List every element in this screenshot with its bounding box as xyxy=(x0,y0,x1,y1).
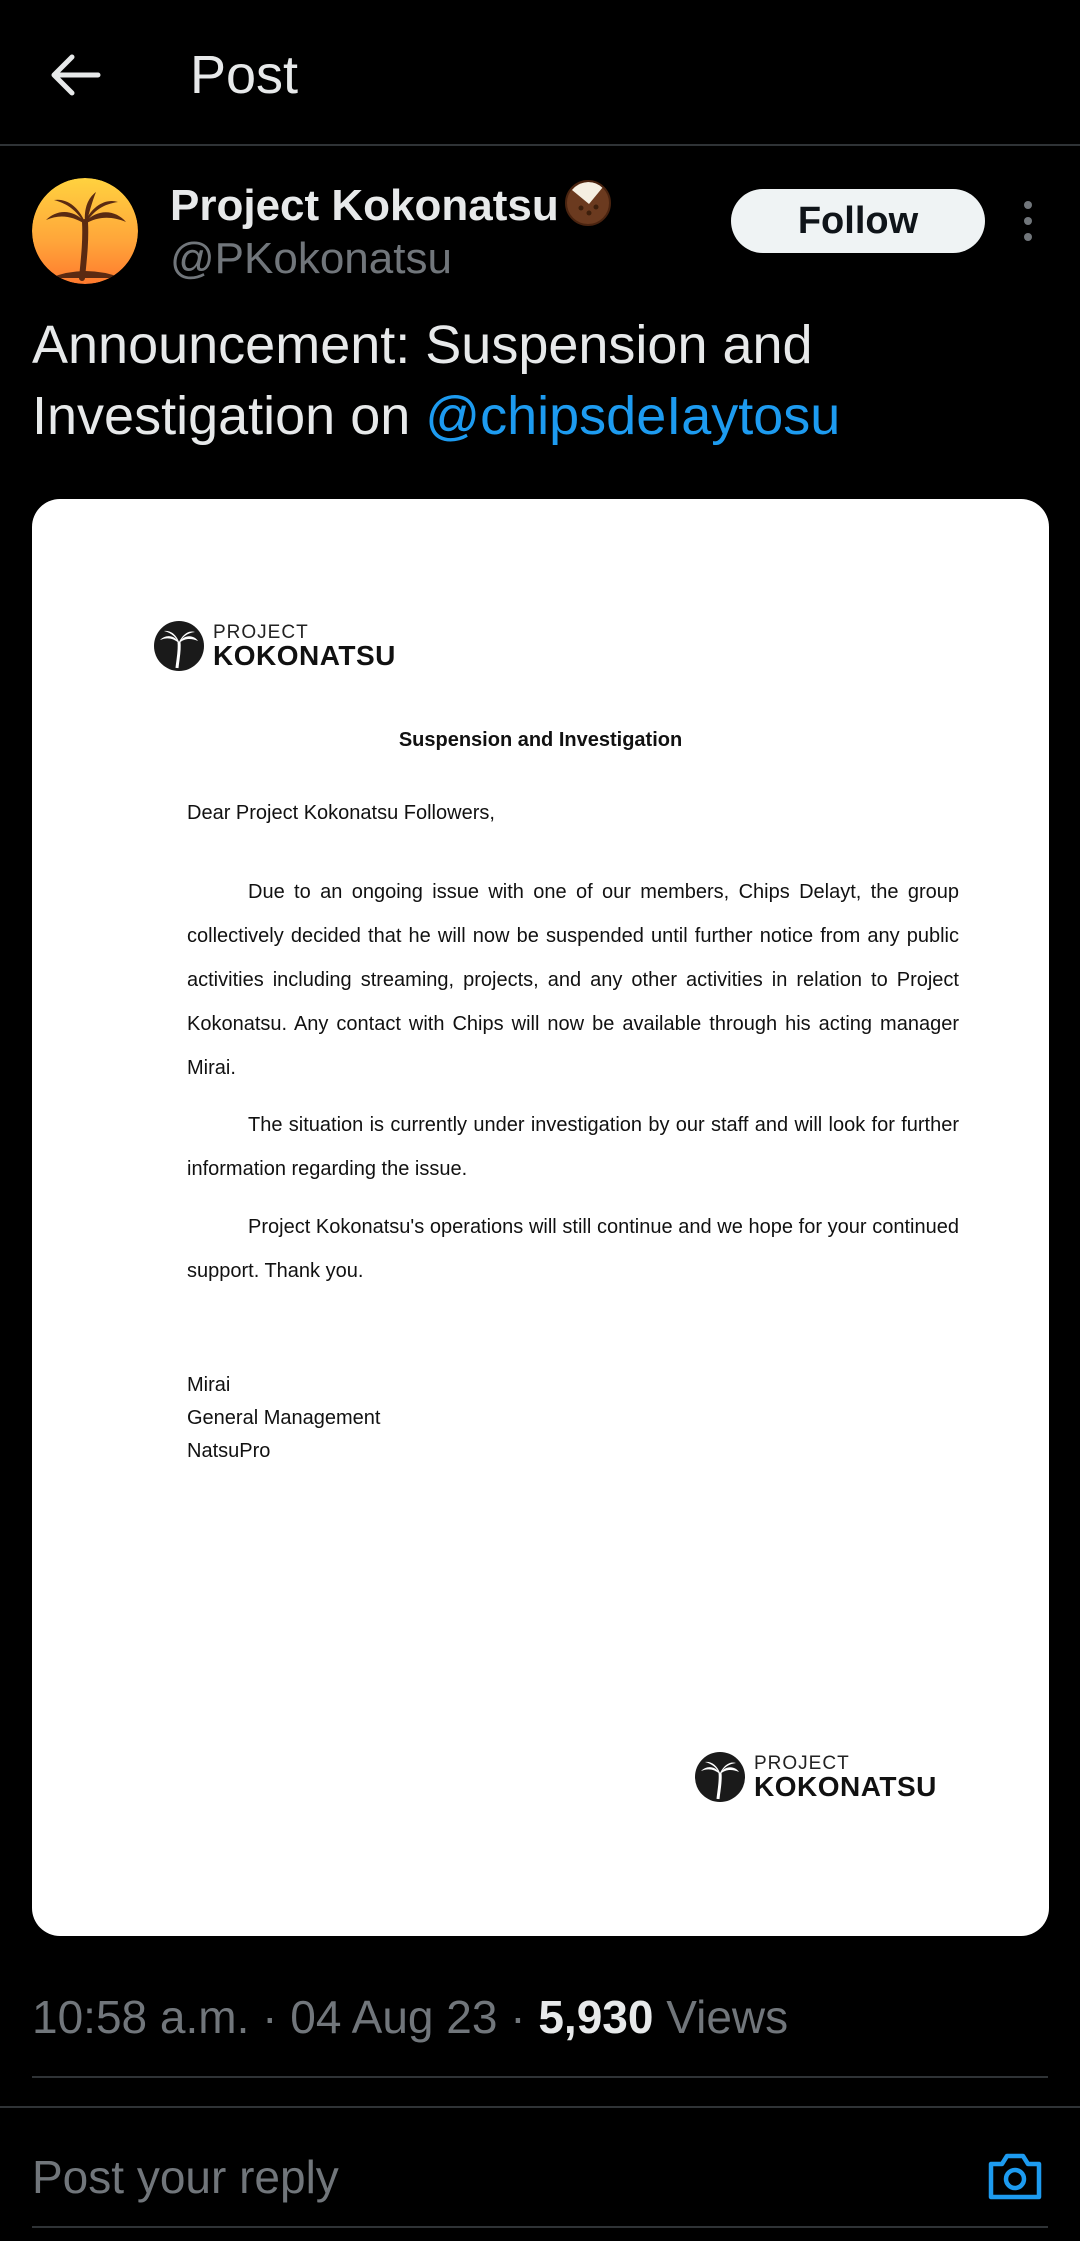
author-name-text: Project Kokonatsu xyxy=(170,181,559,230)
camera-button[interactable] xyxy=(986,2150,1044,2202)
palm-tree-sunset-avatar xyxy=(32,178,138,284)
back-button[interactable] xyxy=(40,40,110,110)
document-paragraph-1: Due to an ongoing issue with one of our members, Chips Delayt, the group collectively decided that he will now be suspended until further notice from any public activities including streaming, projects, and any other activities in relation to Project Kokonatsu. Any contact with Chips will now be available through his acting manager Mirai. xyxy=(187,881,959,1079)
post-text xyxy=(32,310,1042,452)
page-title: Post xyxy=(190,45,299,105)
document-signature xyxy=(187,1369,959,1468)
post-body: Announcement: Suspension and Investigation on xyxy=(32,315,813,446)
document-title: Suspension and Investigation xyxy=(398,729,683,751)
document-logo-bottom xyxy=(694,1751,937,1803)
author-display-name[interactable] xyxy=(170,178,613,231)
follow-button[interactable]: Follow xyxy=(731,189,985,253)
divider xyxy=(0,2106,1080,2108)
document-paragraph-2: The situation is currently under investigation by our staff and will look for further information regarding the issue. xyxy=(187,1114,959,1180)
logo-text-small: PROJECT xyxy=(754,1752,850,1774)
divider xyxy=(32,2226,1048,2228)
views-count[interactable]: 5,930 xyxy=(538,1991,654,2043)
signature-name: Mirai xyxy=(187,1374,231,1396)
post-time: 10:58 a.m. xyxy=(32,1991,250,2043)
logo-text-big: KOKONATSU xyxy=(213,639,396,671)
camera-icon xyxy=(986,2150,1044,2202)
logo-text-small: PROJECT xyxy=(213,621,309,643)
more-vertical-icon xyxy=(1010,196,1046,246)
post-image[interactable] xyxy=(32,499,1049,1936)
post-date: 04 Aug 23 xyxy=(290,1991,498,2043)
signature-title: General Management xyxy=(187,1407,381,1429)
meta-separator: · xyxy=(497,1991,539,2043)
author-handle[interactable]: @PKokonatsu xyxy=(170,234,452,283)
reply-input[interactable]: Post your reply xyxy=(32,2151,339,2203)
meta-separator: · xyxy=(249,1991,291,2043)
mention-link[interactable]: @chipsdeIaytosu xyxy=(425,386,841,446)
more-options-button[interactable] xyxy=(1010,196,1046,246)
views-label[interactable]: Views xyxy=(666,1991,789,2043)
palm-logo-icon xyxy=(694,1751,746,1803)
coconut-icon xyxy=(563,178,613,228)
palm-logo-icon xyxy=(153,620,205,672)
signature-org: NatsuPro xyxy=(187,1440,271,1462)
avatar[interactable] xyxy=(32,178,138,284)
document-greeting: Dear Project Kokonatsu Followers, xyxy=(187,802,495,824)
logo-text-big: KOKONATSU xyxy=(754,1770,937,1802)
announcement-document xyxy=(32,499,1049,1936)
document-logo-top xyxy=(153,620,396,672)
divider xyxy=(32,2076,1048,2078)
document-paragraph-3: Project Kokonatsu's operations will still continue and we hope for your continued support. Thank you. xyxy=(187,1216,959,1282)
top-bar xyxy=(0,0,1080,146)
post-meta xyxy=(32,1990,788,2044)
arrow-left-icon xyxy=(40,40,110,110)
